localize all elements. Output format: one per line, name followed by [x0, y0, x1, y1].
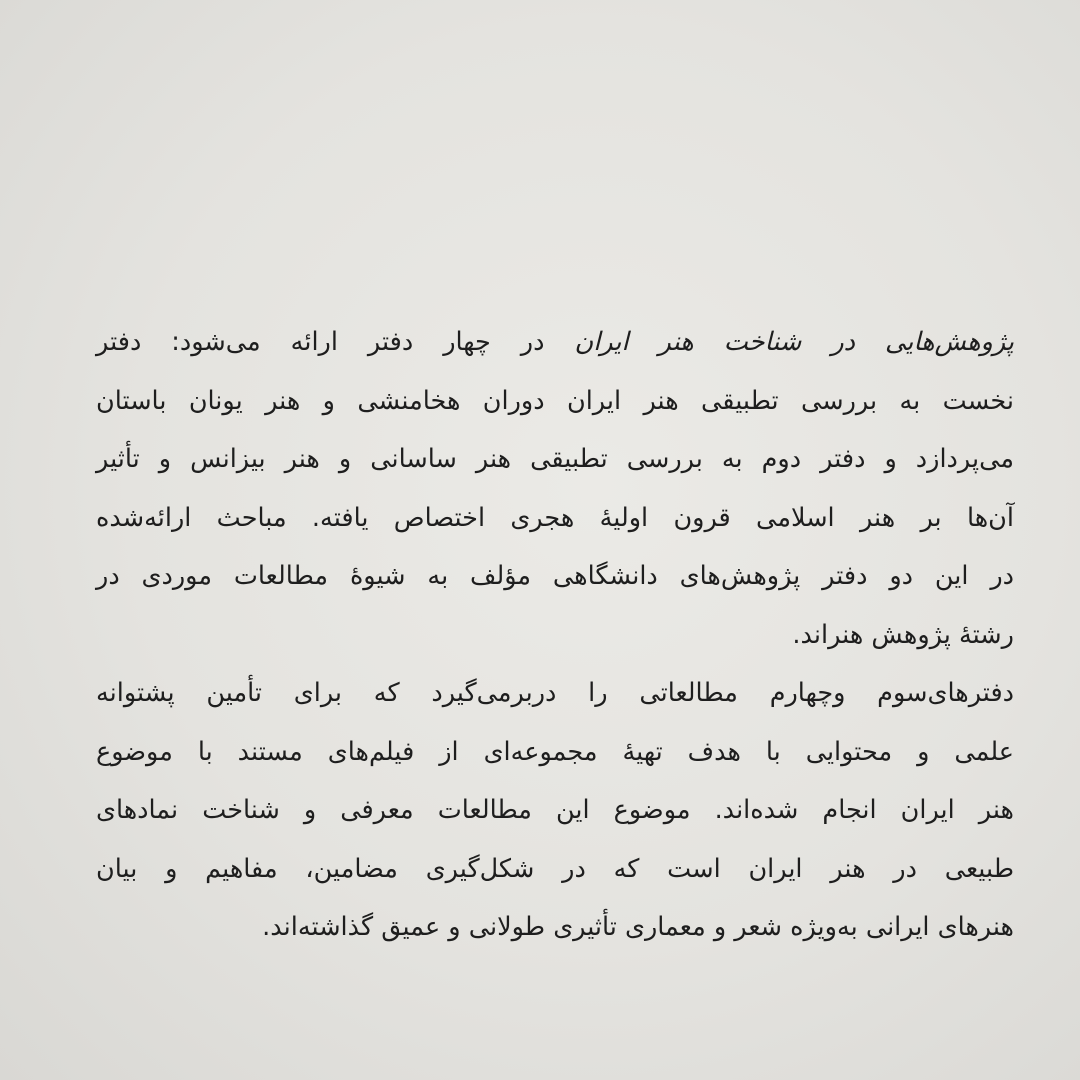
text-line: می‌پردازد و دفتر دوم به بررسی تطبیقی هنر ساسانی و هنر بیزانس و تأثیر	[96, 444, 1014, 474]
text-line: نخست به بررسی تطبیقی هنر ایران دوران هخامنشی و هنر یونان باستان	[96, 385, 1014, 416]
text-line: رشتهٔ پژوهش هنراند.	[792, 619, 1014, 650]
text-line: هنرهای ایرانی به‌ویژه شعر و معماری تأثیری طولانی و عمیق گذاشته‌اند.	[262, 912, 1014, 942]
text-line: دفترهای‌سوم وچهارم مطالعاتی را دربرمی‌گیرد که برای تأمین پشتوانه	[96, 678, 1014, 708]
text-line: آن‌ها بر هنر اسلامی قرون اولیهٔ هجری اختصاص یافته. مباحث ارائه‌شده	[96, 502, 1014, 533]
body-text	[96, 313, 1014, 957]
text-line: طبیعی در هنر ایران است که در شکل‌گیری مضامین، مفاهیم و بیان	[96, 853, 1014, 884]
text-line	[96, 313, 1014, 372]
text-line: علمی و محتوایی با هدف تهیهٔ مجموعه‌ای از فیلم‌های مستند با موضوع	[96, 736, 1014, 767]
text-line: در این دو دفتر پژوهش‌های دانشگاهی مؤلف به شیوهٔ مطالعات موردی در	[96, 561, 1014, 591]
book-title: پژوهش‌هایی در شناخت هنر ایران	[574, 327, 1014, 357]
text-line: هنر ایران انجام شده‌اند. موضوع این مطالعات معرفی و شناخت نمادهای	[96, 795, 1014, 825]
line-text: در چهار دفتر ارائه می‌شود: دفتر	[96, 327, 575, 357]
